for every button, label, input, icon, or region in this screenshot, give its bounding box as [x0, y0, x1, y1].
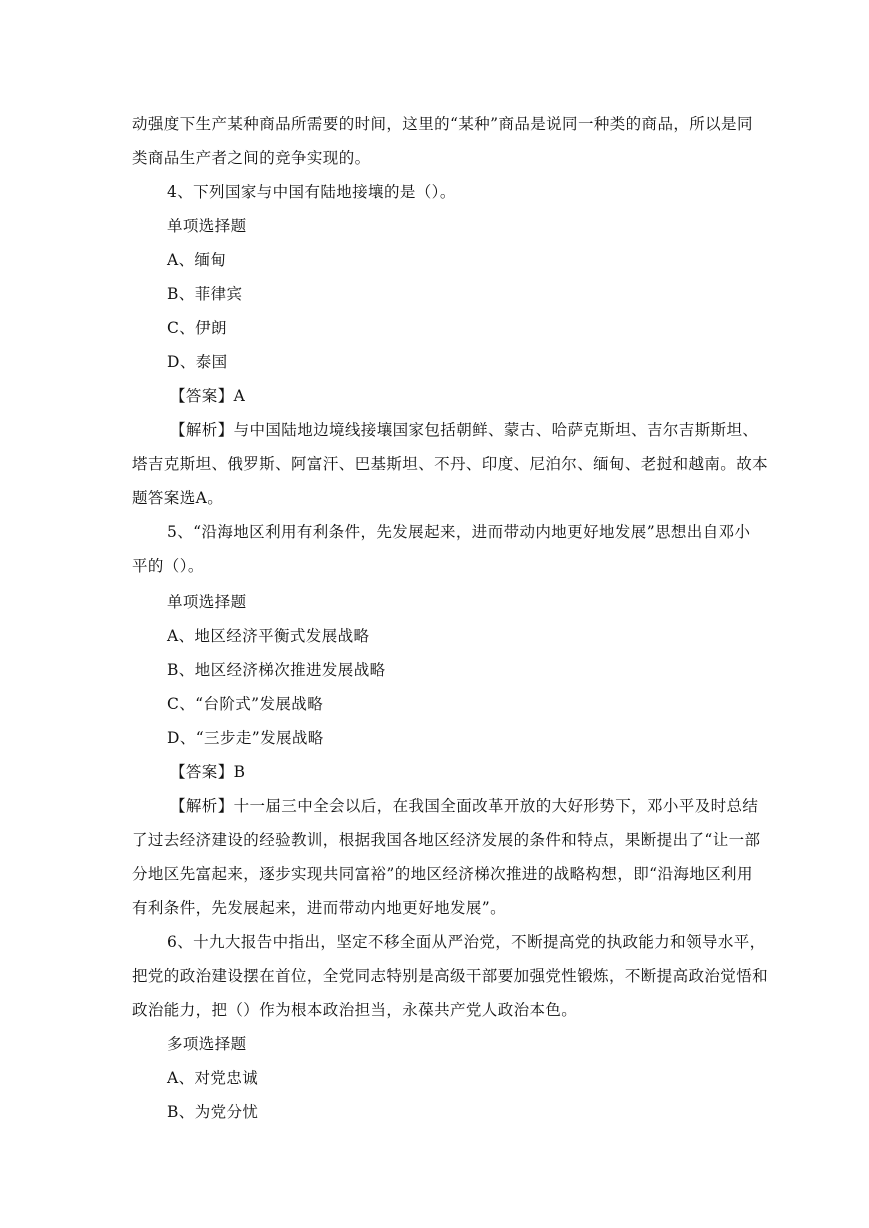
question-5-option-c: C、“台阶式”发展战略 — [167, 695, 324, 713]
question-4-option-c: C、伊朗 — [167, 319, 227, 337]
question-5-type: 单项选择题 — [167, 593, 247, 611]
question-4-analysis-line: 题答案选A。 — [132, 489, 224, 507]
question-5-stem-line: 平的（）。 — [132, 557, 204, 575]
question-4-answer: 【答案】A — [170, 387, 246, 405]
question-4-type: 单项选择题 — [167, 217, 247, 235]
question-5-stem-line: 5、“沿海地区利用有利条件，先发展起来，进而带动内地更好地发展”思想出自邓小 — [167, 523, 751, 541]
question-6-option-b: B、为党分忧 — [167, 1103, 259, 1121]
question-4-stem: 4、下列国家与中国有陆地接壤的是（）。 — [167, 183, 456, 201]
question-4-option-a: A、缅甸 — [167, 251, 227, 269]
question-4-option-b: B、菲律宾 — [167, 285, 243, 303]
paragraph-line: 动强度下生产某种商品所需要的时间，这里的“某种”商品是说同一种类的商品，所以是同 — [132, 115, 753, 133]
question-5-analysis-line: 【解析】十一届三中全会以后，在我国全面改革开放的大好形势下，邓小平及时总结 — [170, 797, 759, 815]
question-5-analysis-line: 分地区先富起来，逐步实现共同富裕”的地区经济梯次推进的战略构想，即“沿海地区利用 — [132, 865, 753, 883]
question-6-option-a: A、对党忠诚 — [167, 1069, 259, 1087]
question-5-answer: 【答案】B — [170, 763, 246, 781]
question-5-analysis-line: 了过去经济建设的经验教训，根据我国各地区经济发展的条件和特点，果断提出了“让一部 — [132, 831, 761, 849]
question-4-analysis-line: 【解析】与中国陆地边境线接壤国家包括朝鲜、蒙古、哈萨克斯坦、吉尔吉斯斯坦、 — [170, 421, 759, 439]
question-4-analysis-line: 塔吉克斯坦、俄罗斯、阿富汗、巴基斯坦、不丹、印度、尼泊尔、缅甸、老挝和越南。故本 — [132, 455, 769, 473]
question-6-stem-line: 政治能力，把（）作为根本政治担当，永葆共产党人政治本色。 — [132, 1001, 578, 1019]
question-6-stem-line: 把党的政治建设摆在首位，全党同志特别是高级干部要加强党性锻炼，不断提高政治觉悟和 — [132, 967, 769, 985]
question-5-option-a: A、地区经济平衡式发展战略 — [167, 627, 370, 645]
question-6-stem-line: 6、十九大报告中指出，坚定不移全面从严治党，不断提高党的执政能力和领导水平， — [167, 933, 766, 951]
question-5-option-b: B、地区经济梯次推进发展战略 — [167, 661, 386, 679]
question-5-option-d: D、“三步走”发展战略 — [167, 729, 324, 747]
question-6-type: 多项选择题 — [167, 1035, 247, 1053]
question-4-option-d: D、泰国 — [167, 353, 228, 371]
question-5-analysis-line: 有利条件，先发展起来，进而带动内地更好地发展”。 — [132, 899, 507, 917]
paragraph-line: 类商品生产者之间的竞争实现的。 — [132, 149, 371, 167]
